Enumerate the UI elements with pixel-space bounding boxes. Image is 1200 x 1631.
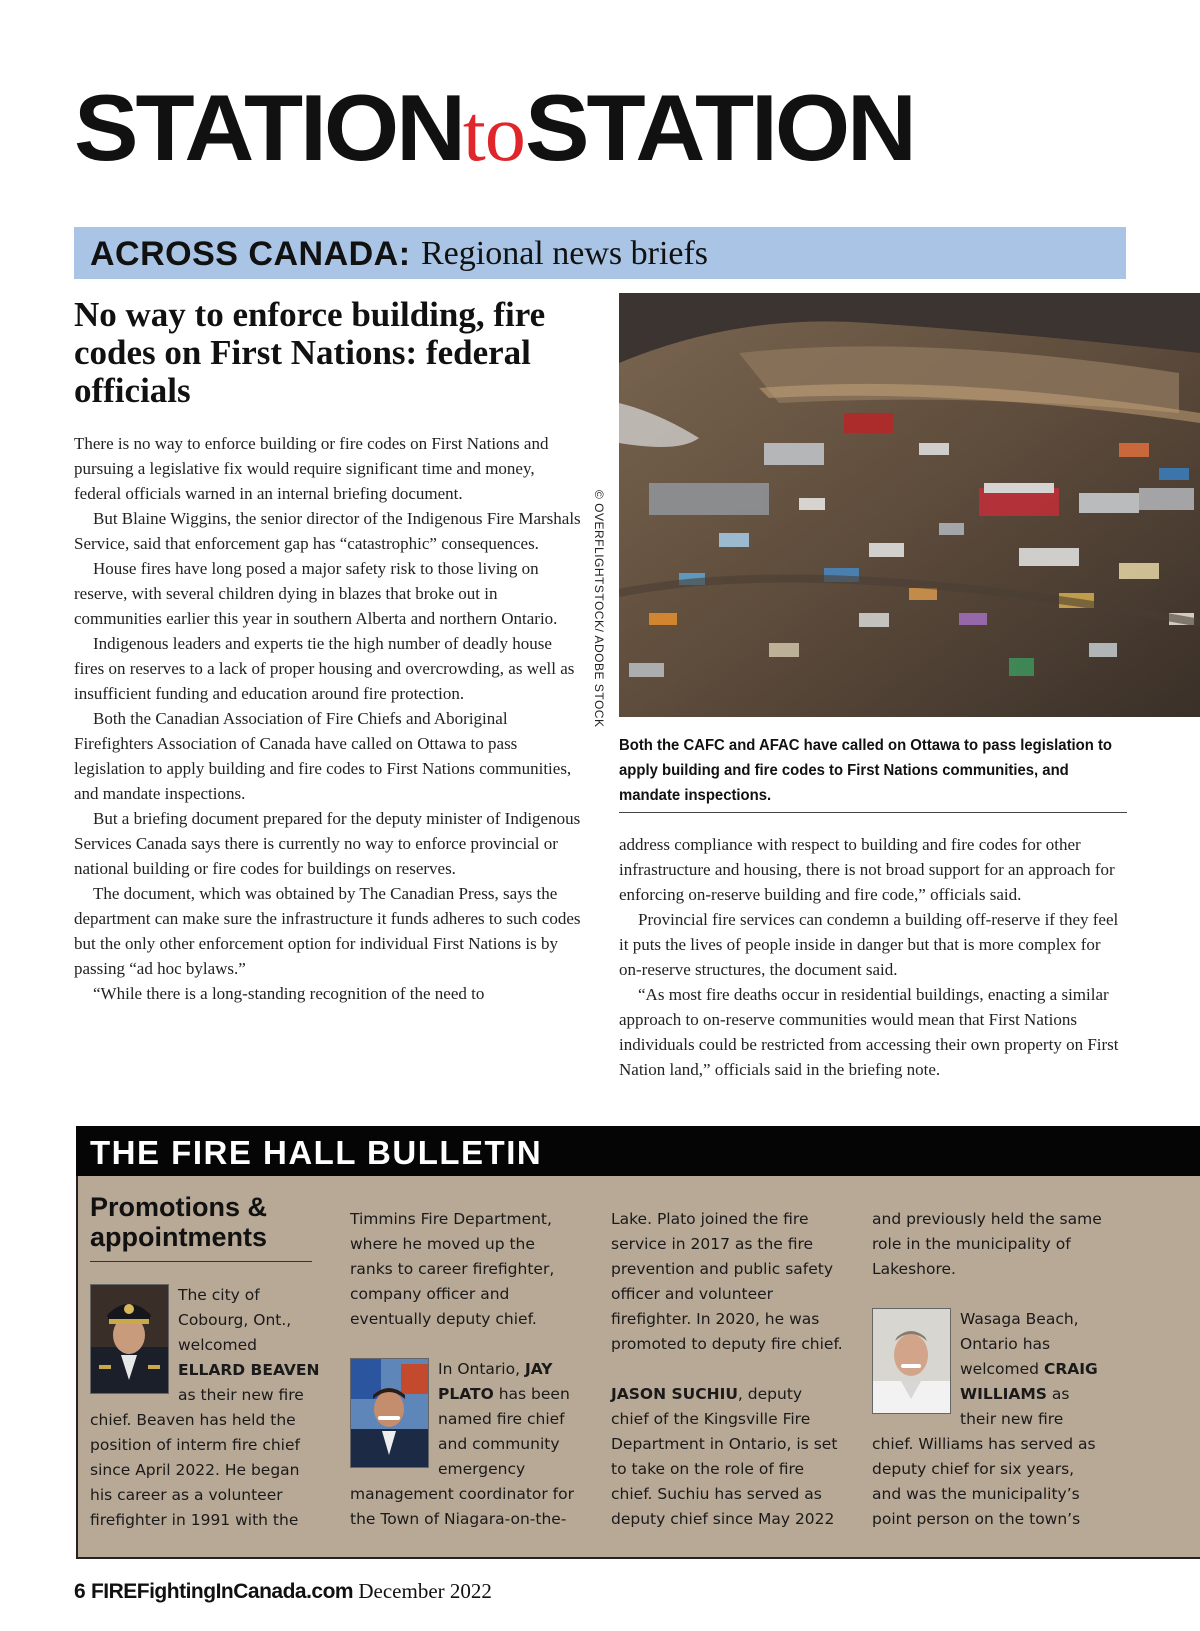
article-paragraph: “While there is a long-standing recognition of the need to: [93, 984, 485, 1003]
page-footer: [74, 1578, 492, 1605]
article-paragraph: “As most fire deaths occur in residential buildings, enacting a similar approach to on-reserve communities would mean that First Nations individuals could be restricted from accessing their own property on First Nation land,” officials said in the briefing note.: [619, 985, 1119, 1079]
appointee-name: JASON SUCHIU: [611, 1385, 738, 1403]
article-right-column: [619, 832, 1127, 1082]
appointment-text: as their new fire chief. Beaven has held the position of interm fire chief since April 2022. He began his career as a volunteer firefighter in 1991 with the: [90, 1386, 304, 1529]
article-paragraph: address compliance with respect to building and fire codes for other infrastructure and housing, there is not broad support for an approach for enforcing on-reserve building and fire code,” officials said.: [619, 835, 1115, 904]
appointee-name: JAY PLATO: [438, 1360, 553, 1403]
appointment-text: , deputy chief of the Kingsville Fire Department in Ontario, is set to take on the role of fire chief. Suchiu has served as deputy chief since May 2022: [611, 1385, 838, 1528]
aerial-village-illustration: [619, 293, 1200, 717]
article-paragraph: But a briefing document prepared for the deputy minister of Indigenous Services Canada says there is currently no way to enforce provincial or national building or fire codes for buildings on reserves.: [74, 809, 581, 878]
photo-caption: Both the CAFC and AFAC have called on Ottawa to pass legislation to apply building and fire codes to First Nations communities, and mandate inspections.: [619, 737, 1113, 804]
masthead: [74, 75, 914, 180]
bulletin-column-2: [350, 1207, 582, 1532]
article-paragraph: There is no way to enforce building or fire codes on First Nations and pursuing a legislative fix would require significant time and money, federal officials warned in an internal briefing document.: [74, 434, 549, 503]
appointment-text: Timmins Fire Department, where he moved up the ranks to career firefighter, company officer and eventually deputy chief.: [350, 1210, 555, 1328]
bulletin-subtitle: Promotions & appointments: [90, 1192, 268, 1252]
ellard-beaven-portrait: [90, 1284, 169, 1394]
appointment-text: Wasaga Beach, Ontario has welcomed: [960, 1310, 1079, 1378]
masthead-part-1: STATION: [74, 75, 463, 180]
aerial-village-photo: [619, 293, 1200, 717]
caption-divider: [619, 812, 1127, 813]
appointment-text: and previously held the same role in the municipality of Lakeshore.: [872, 1210, 1102, 1278]
article-left-column: [74, 431, 582, 1006]
jay-plato-portrait: [350, 1358, 429, 1468]
bulletin-title: THE FIRE HALL BULLETIN: [90, 1134, 543, 1171]
bulletin-column-3: [611, 1207, 843, 1532]
article-paragraph: Indigenous leaders and experts tie the high number of deadly house fires on reserves to a lack of proper housing and overcrowding, as well as insufficient funding and education around fire protection.: [74, 634, 575, 703]
photo-credit: © OVERFLIGHTSTOCK/ ADOBE STOCK: [592, 490, 606, 728]
masthead-to: to: [462, 90, 525, 178]
bulletin-header: [76, 1126, 1200, 1176]
article-paragraph: House fires have long posed a major safety risk to those living on reserve, with several children dying in blazes that broke out in communities earlier this year in southern Alberta and northern Ontario.: [74, 559, 558, 628]
bulletin-column-4: [872, 1207, 1104, 1532]
article-paragraph: Both the Canadian Association of Fire Chiefs and Aboriginal Firefighters Association of Canada have called on Ottawa to pass legislation to apply building and fire codes to First Nations communities, and mandate inspections.: [74, 709, 572, 803]
section-bar: [74, 227, 1126, 279]
appointee-name: CRAIG WILLIAMS: [960, 1360, 1098, 1403]
masthead-part-2: STATION: [524, 75, 914, 180]
article-headline: No way to enforce building, fire codes on First Nations: federal officials: [74, 295, 546, 410]
appointment-text: In Ontario,: [438, 1360, 521, 1378]
bulletin-column-1: [90, 1283, 322, 1533]
publication-site: FIREFightingInCanada.com: [90, 1580, 354, 1603]
article-paragraph: The document, which was obtained by The Canadian Press, says the department can make sure the infrastructure it funds adheres to such codes but the only other enforcement option for individual First Nations is by passing “ad hoc bylaws.”: [74, 884, 581, 978]
craig-williams-portrait: [872, 1308, 951, 1414]
article-paragraph: Provincial fire services can condemn a building off-reserve if they feel it puts the lives of people inside in danger but that is more complex for on-reserve structures, the document said.: [619, 910, 1119, 979]
section-title: ACROSS CANADA:: [90, 235, 411, 273]
appointment-text: The city of Cobourg, Ont., welcomed: [178, 1286, 292, 1354]
page-number: 6: [74, 1580, 86, 1603]
appointee-name: ELLARD BEAVEN: [178, 1361, 320, 1379]
issue-date: December 2022: [358, 1579, 492, 1603]
section-subtitle: Regional news briefs: [421, 235, 709, 272]
appointment-text: as their new fire chief. Williams has served as deputy chief for six years, and was the municipality’s point person on the town’s: [872, 1385, 1096, 1528]
article-paragraph: But Blaine Wiggins, the senior director of the Indigenous Fire Marshals Service, said that enforcement gap has “catastrophic” consequences.: [74, 509, 581, 553]
appointment-text: has been named fire chief and community emergency management coordinator for the Town of Niagara-on-the-: [350, 1385, 574, 1528]
appointment-text: Lake. Plato joined the fire service in 2017 as the fire prevention and public safety officer and volunteer firefighter. In 2020, he was promoted to deputy fire chief.: [611, 1210, 843, 1353]
bulletin-bottom-rule: [76, 1557, 1200, 1559]
bulletin-subtitle-rule: [90, 1261, 312, 1262]
